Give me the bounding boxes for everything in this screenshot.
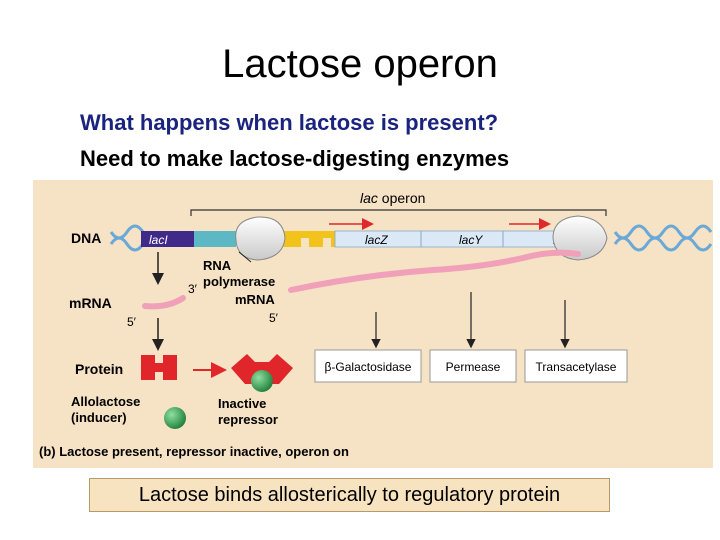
five-prime-left: 5′ bbox=[127, 315, 136, 329]
five-prime-right: 5′ bbox=[269, 311, 278, 325]
allolactose-label-line1: Allolactose bbox=[71, 394, 141, 409]
promoter-region bbox=[194, 231, 236, 247]
lac-operon-figure bbox=[33, 180, 713, 468]
polycistronic-mrna bbox=[291, 253, 578, 290]
lac-operon-diagram bbox=[33, 180, 713, 468]
lacz-label: lacZ bbox=[365, 233, 388, 247]
answer-text: Need to make lactose-digesting enzymes bbox=[80, 146, 510, 171]
allolactose-label-line2: (inducer) bbox=[71, 410, 127, 425]
transacetylase-label: Transacetylase bbox=[535, 360, 617, 374]
protein-label: Protein bbox=[75, 361, 124, 377]
dna-helix-right bbox=[615, 226, 711, 250]
mrna-label-right: mRNA bbox=[235, 292, 275, 307]
operon-bracket bbox=[191, 210, 606, 216]
allolactose-sphere-icon bbox=[164, 407, 186, 429]
repressor-protein-icon bbox=[141, 355, 177, 380]
caption-box: Lactose binds allosterically to regulatory protein bbox=[89, 478, 610, 512]
question-text: What happens when lactose is present? bbox=[80, 110, 499, 135]
permease-label: Permease bbox=[445, 360, 501, 374]
dna-label: DNA bbox=[71, 230, 102, 246]
repressor-mrna bbox=[145, 298, 183, 306]
slide-title: Lactose operon bbox=[222, 42, 498, 86]
laci-label: lacI bbox=[149, 233, 168, 247]
operator-region bbox=[283, 231, 335, 247]
lacy-label: lacY bbox=[459, 233, 483, 247]
inactive-label-line1: Inactive bbox=[218, 396, 267, 411]
rna-polymerase-label-line2: polymerase bbox=[203, 274, 276, 289]
panel-caption: (b) Lactose present, repressor inactive, operon on bbox=[39, 444, 349, 459]
rna-polymerase-icon bbox=[236, 217, 285, 260]
rna-polymerase-label-line1: RNA bbox=[203, 258, 232, 273]
dna-helix-left bbox=[111, 226, 143, 250]
operon-label: lac operon bbox=[360, 190, 426, 206]
inactive-label-line2: repressor bbox=[218, 412, 278, 427]
galactosidase-label: β-Galactosidase bbox=[324, 360, 412, 374]
bound-allolactose-icon bbox=[251, 370, 273, 392]
three-prime-label: 3′ bbox=[188, 282, 197, 296]
mrna-label-left: mRNA bbox=[69, 295, 112, 311]
